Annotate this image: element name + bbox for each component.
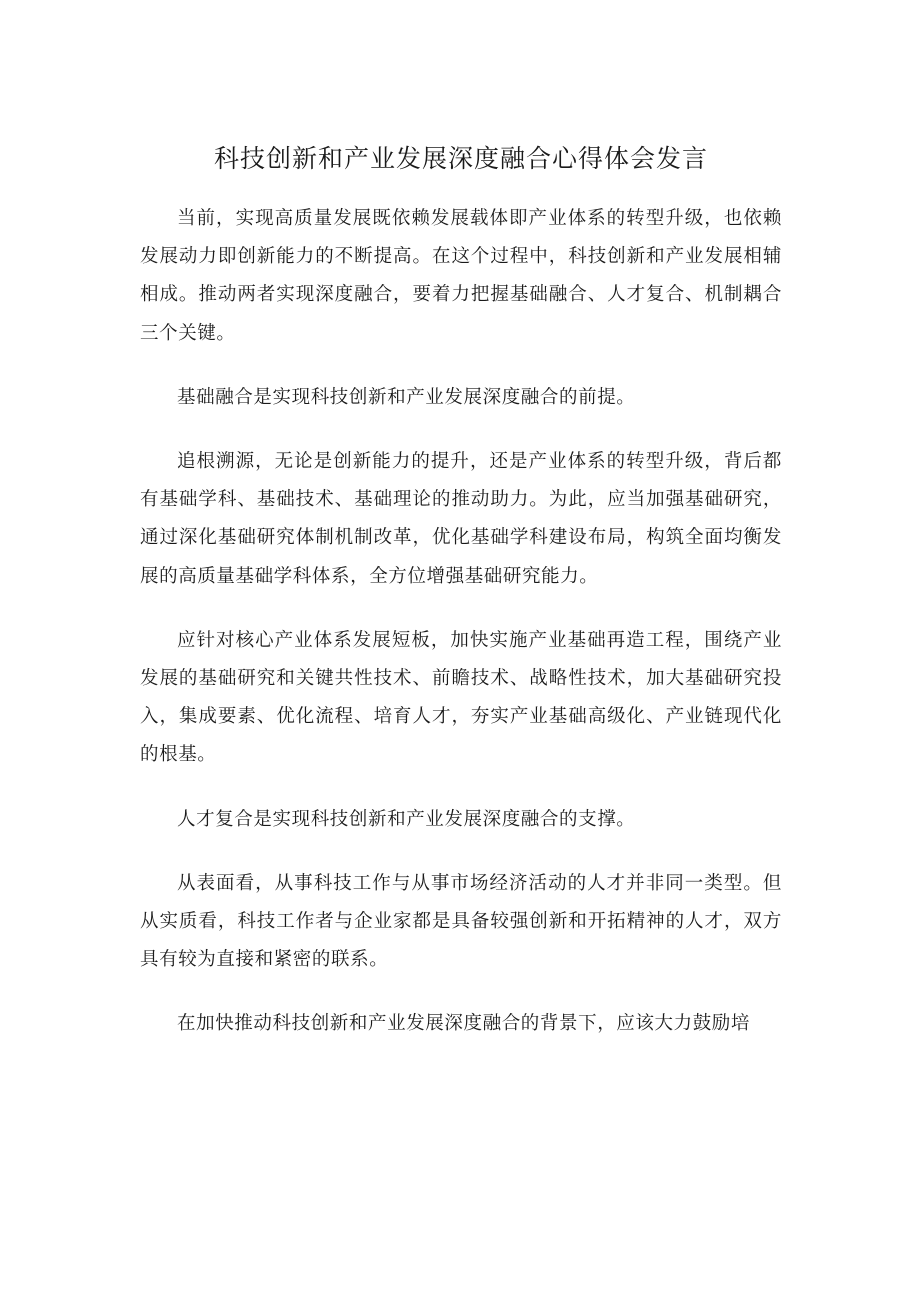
document-body: [140, 200, 782, 1044]
document-title: 科技创新和产业发展深度融合心得体会发言: [213, 144, 708, 173]
paragraph-foundation-heading: 基础融合是实现科技创新和产业发展深度融合的前提。: [177, 386, 636, 408]
paragraph-talent-encourage: 在加快推动科技创新和产业发展深度融合的背景下，应该大力鼓励培: [177, 1013, 751, 1035]
paragraph-industry-base: 应针对核心产业体系发展短板，加快实施产业基础再造工程，围绕产业发展的基础研究和关键共性技术、前瞻技术、战略性技术，加大基础研究投入，集成要素、优化流程、培育人才，夯实产业基础高级化、产业链现代化的根基。: [140, 629, 782, 766]
paragraph-foundation-research: 追根溯源，无论是创新能力的提升，还是产业体系的转型升级，背后都有基础学科、基础技术、基础理论的推动助力。为此，应当加强基础研究，通过深化基础研究体制机制改革，优化基础学科建设布局，构筑全面均衡发展的高质量基础学科体系，全方位增强基础研究能力。: [140, 451, 782, 587]
paragraph-talent-nature: 从表面看，从事科技工作与从事市场经济活动的人才并非同一类型。但从实质看，科技工作者与企业家都是具备较强创新和开拓精神的人才，双方具有较为直接和紧密的联系。: [140, 872, 782, 971]
paragraph-talent-heading: 人才复合是实现科技创新和产业发展深度融合的支撑。: [177, 808, 636, 830]
paragraph-intro: 当前，实现高质量发展既依赖发展载体即产业体系的转型升级，也依赖发展动力即创新能力的不断提高。在这个过程中，科技创新和产业发展相辅相成。推动两者实现深度融合，要着力把握基础融合、人才复合、机制耦合三个关键。: [140, 208, 782, 344]
